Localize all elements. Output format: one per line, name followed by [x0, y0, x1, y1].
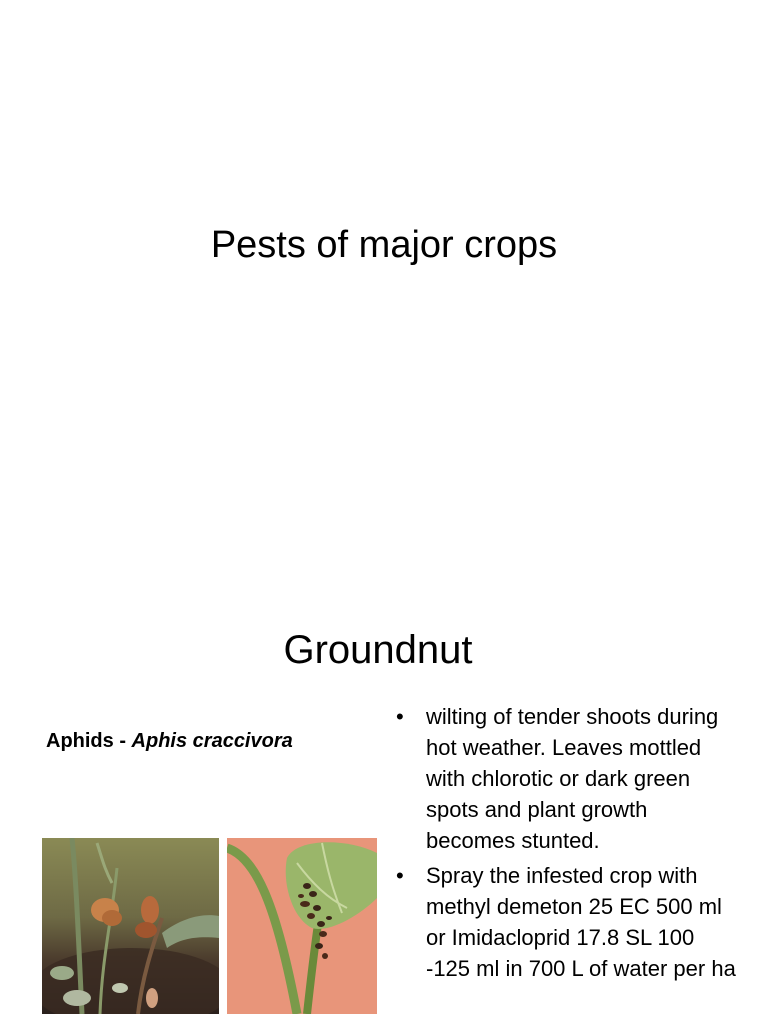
- aphid-plant-photo-graphic: [42, 838, 219, 1014]
- bullet-text: Spray the infested crop with methyl demeton 25 EC 500 ml or Imidacloprid 17.8 SL 100 -125 ml in 700 L of water per ha: [426, 863, 736, 981]
- bullet-dot: •: [396, 863, 404, 888]
- pest-name: [46, 728, 293, 754]
- crop-title: Groundnut: [283, 628, 473, 672]
- aphid-plant-photo: [42, 838, 219, 1014]
- slide-title: Pests of major crops: [210, 224, 558, 266]
- aphid-closeup-photo: [227, 838, 377, 1014]
- pest-scientific-name: Aphis craccivora: [131, 730, 293, 752]
- bullet-item: [396, 701, 736, 856]
- bullet-dot: •: [396, 704, 404, 729]
- bullet-item: [396, 860, 736, 984]
- bullet-list: [396, 701, 736, 988]
- bullet-text: wilting of tender shoots during hot weather. Leaves mottled with chlorotic or dark green spots and plant growth becomes stunted.: [426, 704, 719, 853]
- aphid-closeup-photo-graphic: [227, 838, 377, 1014]
- pest-common-name: Aphids -: [46, 730, 132, 752]
